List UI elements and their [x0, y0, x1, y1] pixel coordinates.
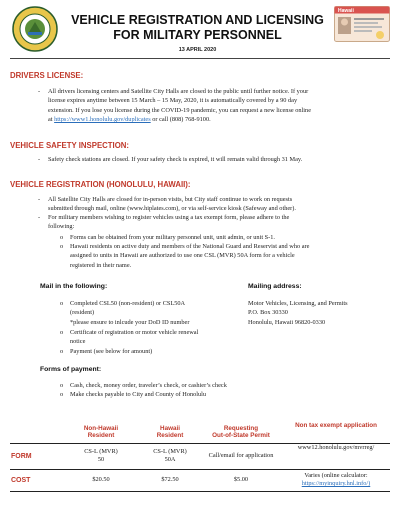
text-line: Certificate of registration or motor vehicle renewal	[70, 329, 199, 336]
dash-bullet: -	[38, 88, 41, 95]
address-line: Motor Vehicles, Licensing, and Permits	[248, 300, 348, 307]
safety-inspection-heading: VEHICLE SAFETY INSPECTION:	[10, 141, 129, 150]
header-text: Out-of-State Permit	[212, 432, 270, 439]
table-cell: $5.00	[233, 476, 249, 483]
col-header-non-tax-exempt	[282, 421, 390, 443]
text-line: extension. If you lose you license during the COVID-19 pandemic, you can request a new license online	[48, 106, 311, 114]
dash-bullet: -	[38, 214, 41, 221]
text-line: Completed CSL50 (non-resident) or CSL50A	[70, 300, 186, 307]
payment-item-2: Make checks payable to City and County of Honolulu	[70, 391, 207, 398]
cell-text: CS-L (MVR)	[153, 448, 187, 455]
cell-text: Call/email for application	[208, 452, 274, 459]
table-cell: $20.50	[92, 476, 110, 483]
city-seal-icon	[12, 6, 58, 52]
text-line: assigned to units in Hawaii are authorized to use one CSL (MVR) 50A form for a vehicle	[70, 252, 295, 260]
payment-item-1: Cash, check, money order, traveler’s check, or cashier’s check	[70, 382, 227, 389]
mail-in-heading: Mail in the following:	[40, 283, 108, 290]
registration-subitem-2	[70, 242, 393, 270]
col-header-out-of-state	[200, 421, 282, 443]
cell-text: 50A	[164, 456, 176, 463]
table-row-form	[10, 443, 390, 469]
table-row-cost	[10, 469, 390, 491]
vehicle-registration-heading: VEHICLE REGISTRATION (HONOLULU, HAWAII):	[10, 180, 191, 189]
registration-paragraph-1	[48, 195, 393, 214]
header-text: Requesting	[223, 424, 259, 432]
mailing-address	[248, 299, 393, 327]
text-line: *please ensure to inlcude your DoD ID number	[70, 318, 190, 326]
table-rule	[10, 491, 390, 492]
header-divider	[10, 58, 390, 59]
text-line: All drivers licensing centers and Satellite City Halls are closed to the public until further notice. If your	[48, 88, 309, 95]
cell-text: Varies (online calculator:	[304, 472, 368, 479]
text-line: submitted through mail, online (www.hiplates.com), or via self-service kiosk (Safeway and other).	[48, 205, 296, 213]
text-fragment: or call (808) 768-9100.	[150, 115, 211, 123]
circle-bullet: o	[60, 391, 64, 398]
cell-text: 50	[97, 456, 105, 463]
table-header-row	[10, 421, 390, 443]
document-title-line2: FOR MILITARY PERSONNEL	[113, 28, 282, 42]
safety-inspection-text: Safety check stations are closed. If your safety check is expired, it will remain valid through 31 May.	[48, 156, 303, 163]
cell-text: CS-L (MVR)	[84, 448, 118, 455]
text-line: (resident)	[70, 309, 95, 317]
calculator-link[interactable]: https://myinquiry.hnl.info/)	[301, 480, 371, 487]
table-cell	[140, 443, 200, 469]
row-label-cost: COST	[11, 476, 31, 484]
registration-subitem-1: Forms can be obtained from your military personnel unit, unit admin, or unit S-1.	[70, 234, 275, 241]
text-line: following:	[48, 223, 75, 231]
drivers-license-card-icon	[334, 6, 390, 42]
header-text: Non tax exempt application	[295, 422, 377, 429]
text-line	[48, 115, 393, 124]
svg-text:Hawaii: Hawaii	[338, 8, 354, 14]
dash-bullet: -	[38, 196, 41, 203]
text-line: All Satellite City Halls are closed for in-person visits, but City staff continue to work on requests	[48, 196, 293, 203]
table-cell	[200, 443, 282, 469]
text-line: For military members wishing to register vehicles using a tax exempt form, please adhere to the	[48, 214, 290, 221]
drivers-license-heading: DRIVERS LICENSE:	[10, 71, 84, 80]
mvrreg-link[interactable]: www12.honolulu.gov/mvrreg/	[297, 444, 375, 451]
col-header-non-hawaii	[62, 421, 140, 443]
text-line: license expires anytime between 15 March – 15 May, 2020, it is automatically covered by a 90 day	[48, 97, 298, 105]
table-cell: $72.50	[161, 476, 179, 483]
duplicates-link[interactable]: https://www1.honolulu.gov/duplicates	[54, 115, 151, 123]
col-header-hawaii	[140, 421, 200, 443]
text-line: Hawaii residents on active duty and members of the National Guard and Reservist and who are	[70, 243, 310, 250]
drivers-license-paragraph	[48, 87, 393, 124]
table-rule	[10, 443, 390, 444]
table-cell	[282, 443, 390, 469]
header-text: Non-Hawaii	[83, 424, 119, 432]
fee-table	[10, 421, 390, 491]
dash-bullet: -	[38, 156, 41, 163]
address-line: P.O. Box 30330	[248, 309, 288, 317]
payment-forms-heading: Forms of payment:	[40, 366, 102, 373]
header-text: Hawaii	[160, 424, 180, 432]
mailing-address-heading: Mailing address:	[248, 283, 302, 290]
header-text: Resident	[87, 432, 115, 439]
circle-bullet: o	[60, 300, 64, 307]
table-corner-cell	[10, 421, 62, 443]
circle-bullet: o	[60, 243, 64, 250]
table-cell	[282, 469, 390, 491]
document-title-line1: VEHICLE REGISTRATION AND LICENSING	[71, 13, 324, 27]
registration-paragraph-2	[48, 213, 393, 232]
table-cell	[62, 443, 140, 469]
mail-item-3: Payment (see below for amount)	[70, 348, 153, 355]
address-line: Honolulu, Hawaii 96820-0330	[248, 318, 326, 326]
circle-bullet: o	[60, 234, 64, 241]
text-line: registered in their name.	[70, 261, 132, 269]
text-fragment: at	[48, 115, 55, 123]
document-date: 13 APRIL 2020	[178, 47, 217, 53]
row-label-form: FORM	[11, 452, 32, 460]
header-text: Resident	[156, 432, 184, 439]
circle-bullet: o	[60, 348, 64, 355]
circle-bullet: o	[60, 382, 64, 389]
mail-item-2	[70, 328, 250, 347]
text-line: notice	[70, 338, 86, 346]
table-rule	[10, 469, 390, 470]
circle-bullet: o	[60, 329, 64, 336]
mail-item-1	[70, 299, 250, 327]
